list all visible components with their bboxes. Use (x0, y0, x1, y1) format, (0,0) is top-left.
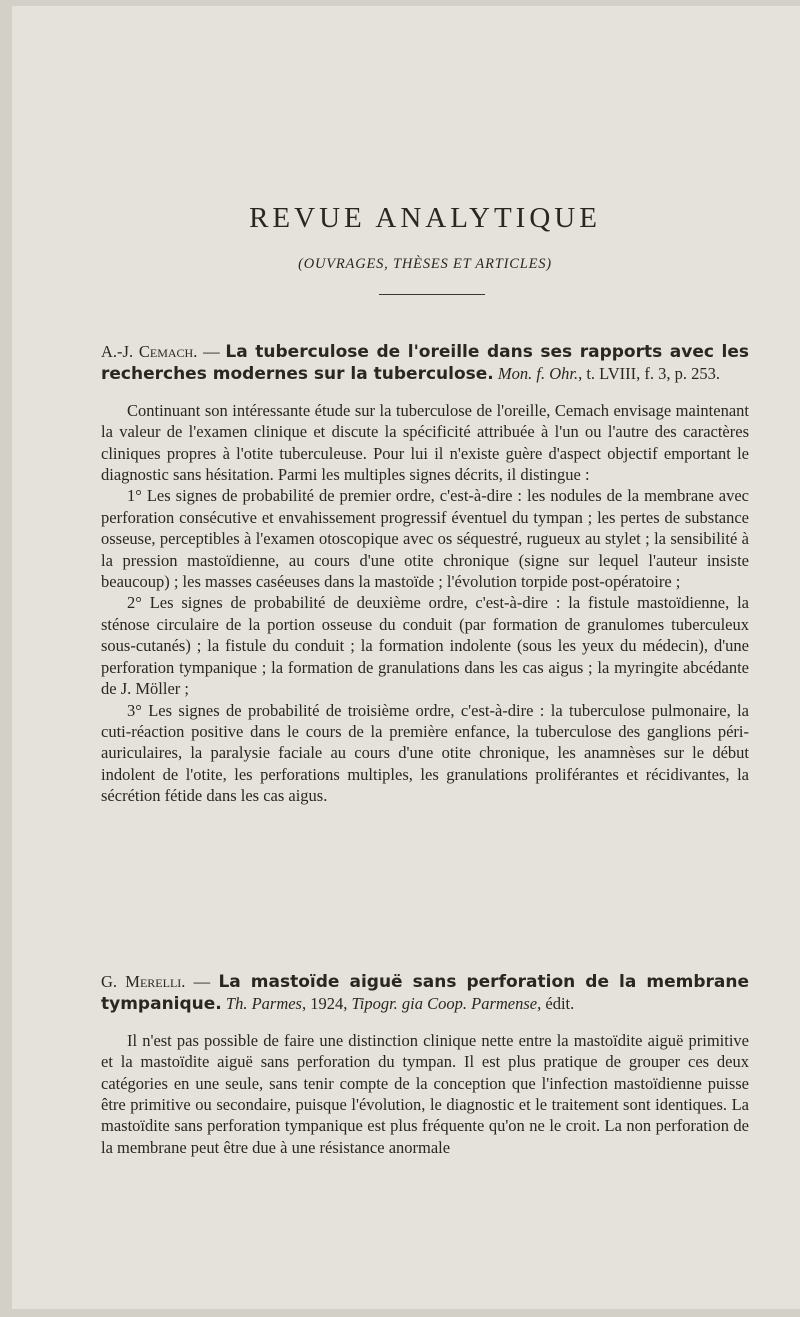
article-paragraph: 1° Les signes de probabilité de premier ordre, c'est-à-dire : les nodules de la membrane avec perforation consécutive et envahissement progressif éventuel du tympan ; les pertes de substance osseuse, perceptibles à l'examen otoscopique avec os séquestré, rugueux au stylet ; la sensibilité à la pression mastoïdienne, au cours d'une otite chronique (signe sur lequel l'auteur insiste beaucoup) ; les masses caséeuses dans la mastoïde ; l'évolution torpide post-opératoire ; (101, 486, 749, 592)
article-title: La tuberculose de l'oreille dans ses rapports avec les recherches modernes sur la tuberculose. (101, 342, 749, 385)
section-title: REVUE ANALYTIQUE (249, 202, 601, 234)
article-merelli (101, 971, 749, 1158)
article-title: La mastoïde aiguë sans perforation de la membrane tympanique. (101, 972, 749, 1015)
page (12, 6, 800, 1309)
article-paragraph: 3° Les signes de probabilité de troisième ordre, c'est-à-dire : la tuberculose pulmonaire, la cuti-réaction positive dans le cours de la première enfance, la tuberculose des ganglions péri-auriculaires, la paralysie faciale au cours d'une otite chronique, les anamnèses sur le début indolent de l'otite, les perforations multiples, les granulations proliférantes et récidivantes, la sécrétion fétide dans les cas aigus. (101, 700, 749, 806)
article-author: G. Merelli (101, 972, 182, 991)
article-source: Th. Parmes, 1924, Tipogr. gia Coop. Parmense, édit. (225, 994, 575, 1014)
article-header: A.-J. Cemach. — La tuberculose de l'oreille dans ses rapports avec les recherches modernes sur la tuberculose. Mon. f. Ohr., t. LVIII, f. 3, p. 253. (101, 342, 749, 385)
article-source: Mon. f. Ohr., t. LVIII, f. 3, p. 253. (497, 364, 721, 384)
article-paragraph: Continuant son intéressante étude sur la tuberculose de l'oreille, Cemach envisage maintenant la valeur de l'examen clinique et discute la spécificité attribuée à l'un ou l'autre des caractères cliniques propres à l'otite tuberculeuse. Pour lui il n'existe guère d'aspect objectif emportant le diagnostic sans hésitation. Parmi les multiples signes décrits, il distingue : (101, 400, 749, 485)
divider-rule (379, 294, 485, 295)
article-author: A.-J. Cemach (101, 342, 194, 361)
article-cemach (101, 341, 749, 807)
article-paragraph: Il n'est pas possible de faire une distinction clinique nette entre la mastoïdite aiguë primitive et la mastoïdite aiguë sans perforation du tympan. Il est plus pratique de grouper ces deux catégories en une seule, sans tenir compte de la conception que l'infection mastoïdienne puisse être primitive ou secondaire, puisque l'évolution, le diagnostic et le traitement sont identiques. La mastoïdite sans perforation tympanique est plus fréquente qu'on ne le croit. La non perforation de la membrane peut être due à une résistance anormale (101, 1030, 749, 1157)
article-paragraph: 2° Les signes de probabilité de deuxième ordre, c'est-à-dire : la fistule mastoïdienne, la sténose circulaire de la portion osseuse du conduit (par formation de granulomes tuberculeux sous-cutanés) ; la fistule du conduit ; la formation indolente (sous les yeux du médecin), d'une perforation tympanique ; la formation de granulations dans les cas aigus ; la myringite abcédante de J. Möller ; (101, 593, 749, 699)
article-header: G. Merelli. — La mastoïde aiguë sans perforation de la membrane tympanique. Th. Parmes, 1924, Tipogr. gia Coop. Parmense, édit. (101, 972, 749, 1015)
section-subtitle: (OUVRAGES, THÈSES ET ARTICLES) (298, 256, 552, 272)
